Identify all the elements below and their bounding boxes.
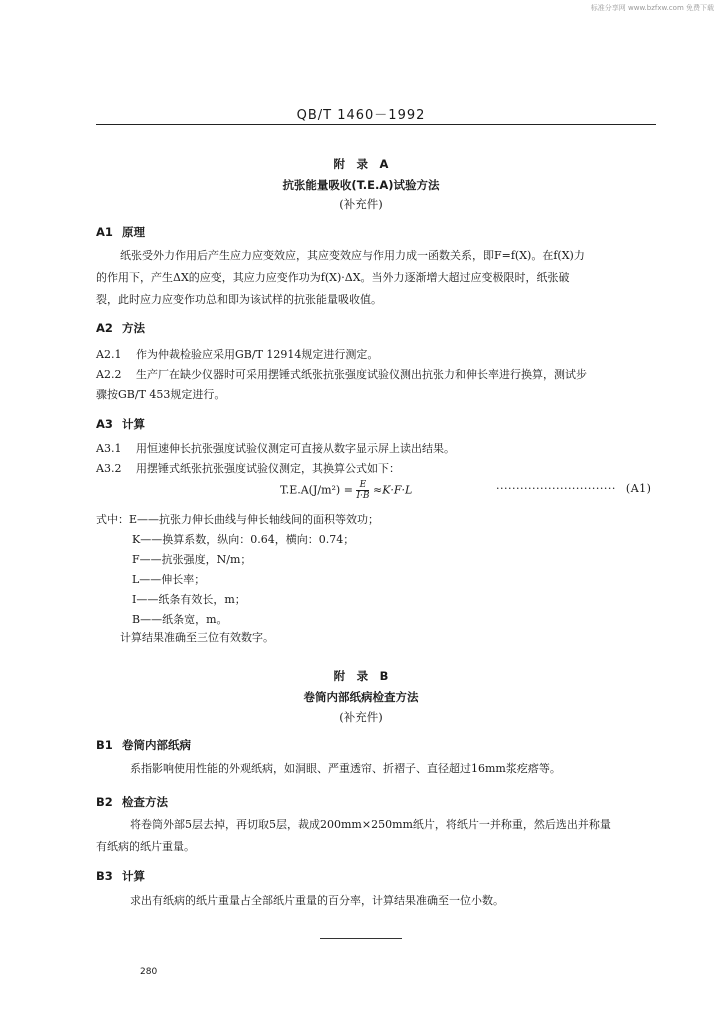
- header-rule: [96, 124, 656, 125]
- section-b2-heading: [96, 794, 168, 810]
- clause-text: 作为仲裁检验应采用GB/T 12914规定进行测定。: [136, 348, 379, 361]
- clause-a3-1: [96, 440, 455, 456]
- clause-number: A2.1: [96, 348, 122, 361]
- formula-lhs: T.E.A(J/m²) =: [280, 483, 353, 497]
- equation-number: [496, 482, 651, 495]
- clause-a3-2: [96, 460, 400, 476]
- formula-rhs: ≈K·F·L: [372, 483, 413, 497]
- end-rule: [320, 938, 402, 939]
- standard-code: QB/T 1460－1992: [296, 108, 426, 123]
- section-number: B1: [96, 738, 113, 752]
- definition-line: I——纸条有效长，m；: [132, 593, 246, 606]
- annex-b-subtitle: 卷筒内部纸病检查方法: [303, 690, 419, 704]
- annex-a-title: 附 录 A: [333, 157, 389, 171]
- clause-number: A2.2: [96, 368, 122, 381]
- section-number: A1: [96, 225, 113, 239]
- watermark-text: 标准分享网 www.bzfxw.com 免费下载: [590, 4, 714, 12]
- annex-b-note: (补充件): [339, 710, 383, 724]
- clause-number: A3.2: [96, 462, 122, 475]
- section-a1-heading: [96, 224, 145, 240]
- clause-text: 用摆锤式纸张抗张强度试验仪测定，其换算公式如下：: [136, 462, 400, 475]
- section-number: A3: [96, 417, 113, 431]
- definition-line: K——换算系数，纵向：0.64，横向：0.74；: [132, 533, 355, 546]
- section-title: 方法: [122, 321, 145, 335]
- section-title: 原理: [122, 225, 145, 239]
- section-a3-heading: [96, 416, 145, 432]
- section-title: 计算: [122, 869, 145, 883]
- formula-fraction: [356, 480, 369, 501]
- page-number: 280: [140, 967, 158, 977]
- annex-b-title: 附 录 B: [333, 669, 389, 683]
- clause-continuation: 骤按GB/T 453规定进行。: [96, 388, 226, 401]
- section-b1-heading: [96, 737, 191, 753]
- section-title: 检查方法: [122, 795, 168, 809]
- equation-label: (A1): [625, 482, 652, 495]
- result-note: 计算结果准确至三位有效数字。: [120, 631, 274, 644]
- clause-number: A3.1: [96, 442, 122, 455]
- section-a2-heading: [96, 320, 145, 336]
- paragraph-line: 裂，此时应力应变作功总和即为该试样的抗张能量吸收值。: [96, 293, 382, 306]
- clause-text: 用恒速伸长抗张强度试验仪测定可直接从数字显示屏上读出结果。: [136, 442, 455, 455]
- section-b3-heading: [96, 868, 145, 884]
- paragraph-line: 有纸病的纸片重量。: [96, 840, 195, 853]
- definition-line: 式中：E——抗张力伸长曲线与伸长轴线间的面积等效功；: [96, 513, 380, 526]
- section-title: 计算: [122, 417, 145, 431]
- formula-numerator: E: [359, 480, 367, 490]
- clause-a2-1: [96, 346, 378, 362]
- formula-denominator: I·B: [356, 491, 370, 501]
- section-title: 卷筒内部纸病: [122, 738, 191, 752]
- formula-a1: [280, 480, 412, 501]
- definition-line: F——抗张强度，N/m；: [132, 553, 252, 566]
- paragraph-line: 求出有纸病的纸片重量占全部纸片重量的百分率，计算结果准确至一位小数。: [130, 894, 504, 907]
- annex-a-note: (补充件): [339, 197, 383, 211]
- clause-text: 生产厂在缺少仪器时可采用摆锤式纸张抗张强度试验仪测出抗张力和伸长率进行换算，测试步: [136, 368, 587, 381]
- definition-line: L——伸长率；: [132, 573, 206, 586]
- section-number: B2: [96, 795, 113, 809]
- paragraph-line: 将卷筒外部5层去掉，再切取5层，裁成200mm×250mm纸片，将纸片一并称重，然后选出并称量: [130, 818, 611, 831]
- paragraph-line: 纸张受外力作用后产生应力应变效应，其应变效应与作用力成一函数关系，即F=f(X)。在f(X)力: [120, 249, 585, 262]
- paragraph-line: 系指影响使用性能的外观纸病，如洞眼、严重透帘、折褶子、直径超过16mm浆疙瘩等。: [130, 762, 561, 775]
- section-number: A2: [96, 321, 113, 335]
- equation-dots: ······························: [496, 482, 616, 495]
- paragraph-line: 的作用下，产生ΔX的应变，其应力应变作功为f(X)·ΔX。当外力逐渐增大超过应变极限时，纸张破: [96, 271, 570, 284]
- clause-a2-2: [96, 366, 587, 382]
- section-number: B3: [96, 869, 113, 883]
- definition-line: B——纸条宽，m。: [132, 613, 228, 626]
- annex-a-subtitle: 抗张能量吸收(T.E.A)试验方法: [282, 178, 440, 192]
